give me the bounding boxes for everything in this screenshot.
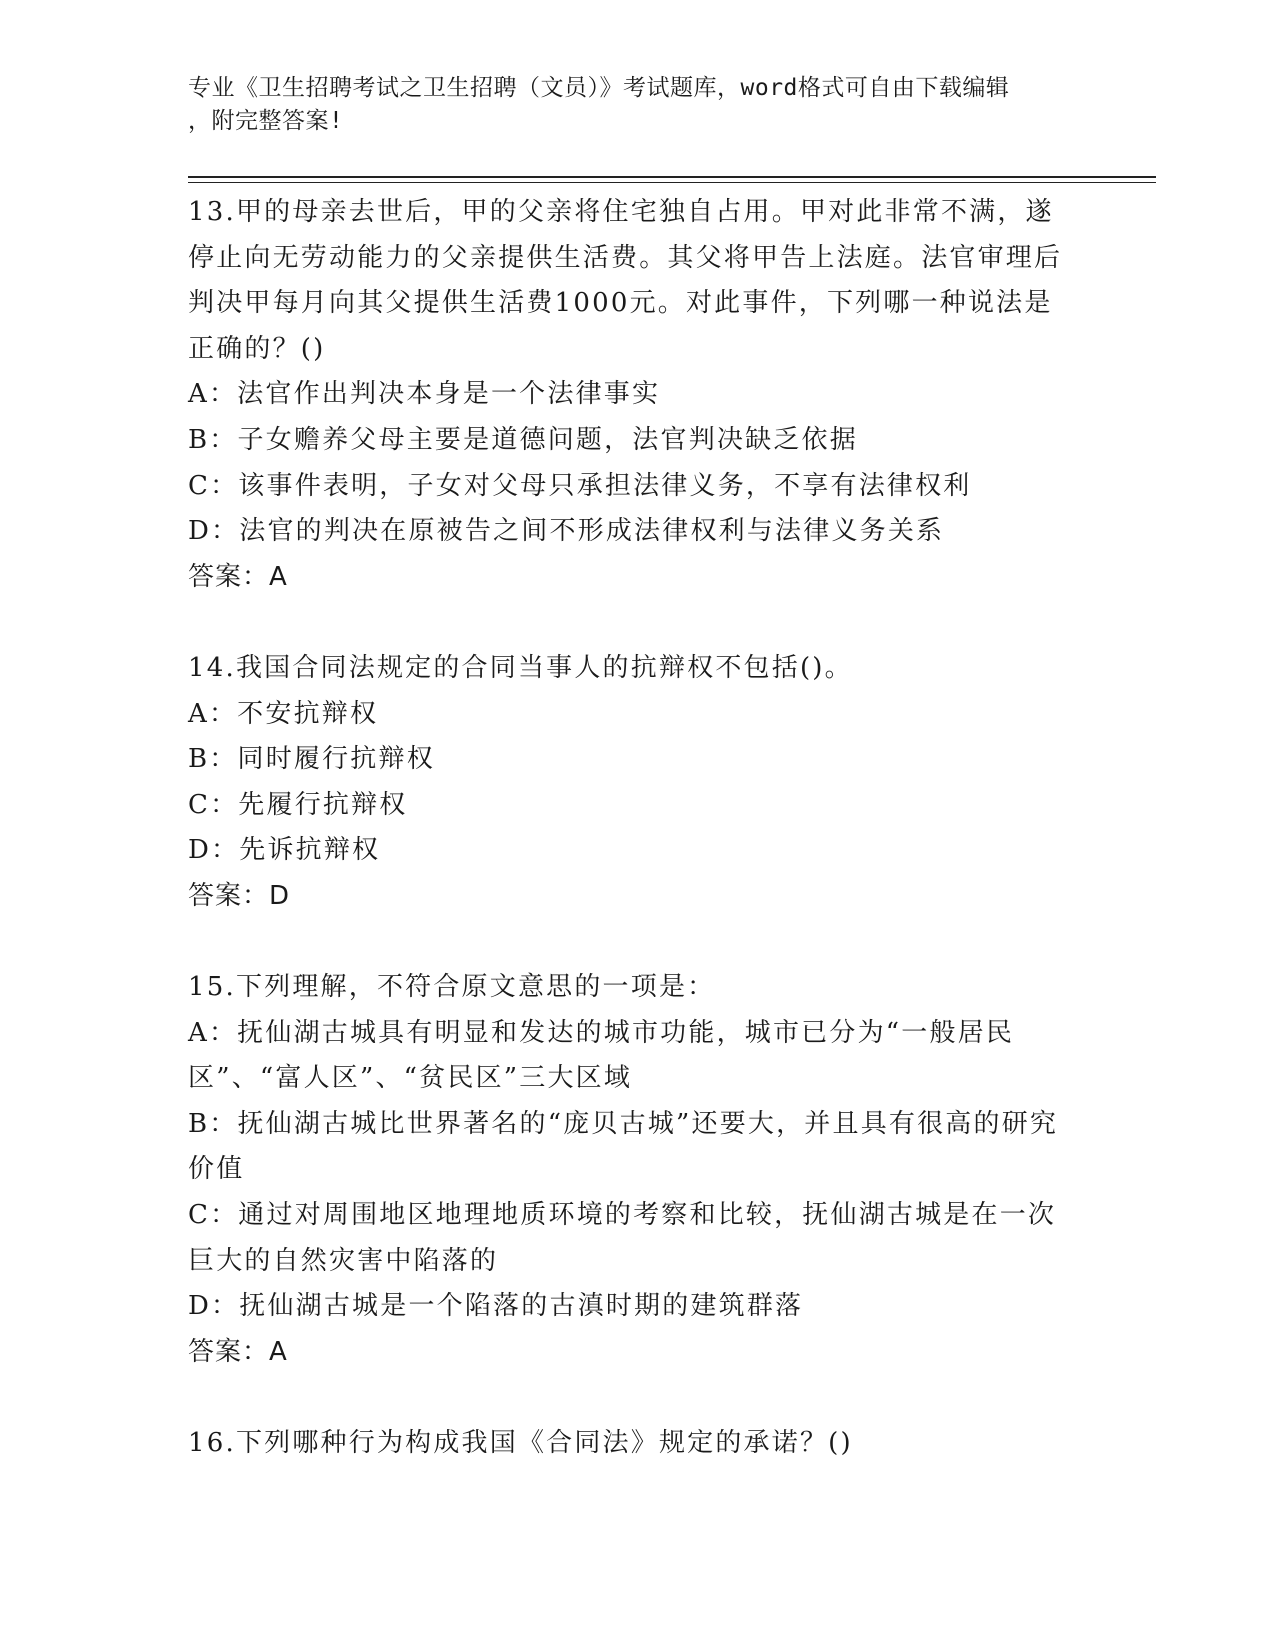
option-b: B：同时履行抗辩权 [188, 744, 435, 775]
header-divider-thick [188, 176, 1156, 178]
option-c: C：该事件表明，子女对父母只承担法律义务，不享有法律权利 [188, 470, 972, 501]
document-header [188, 72, 1088, 138]
question-text: 13.甲的母亲去世后，甲的父亲将住宅独自占用。甲对此非常不满，遂停止向无劳动能力的父亲提供生活费。其父将甲告上法庭。法官审理后判决甲每月向其父提供生活费1000元。对此事件，下列哪一种说法是正确的？() [188, 197, 1063, 364]
question-14 [188, 646, 1068, 920]
question-text: 16.下列哪种行为构成我国《合同法》规定的承诺？() [188, 1428, 853, 1459]
header-line-1: 专业《卫生招聘考试之卫生招聘（文员）》考试题库，word格式可自由下载编辑 [188, 75, 1010, 101]
option-d: D：先诉抗辩权 [188, 835, 381, 866]
question-spacer [188, 1375, 1068, 1421]
question-spacer [188, 600, 1068, 646]
option-c: C：先履行抗辩权 [188, 789, 408, 820]
option-c: C：通过对周围地区地理地质环境的考察和比较，抚仙湖古城是在一次巨大的自然灾害中陷落的 [188, 1200, 1057, 1276]
question-text: 14.我国合同法规定的合同当事人的抗辩权不包括()。 [188, 652, 853, 683]
question-15 [188, 965, 1068, 1375]
option-a: A：不安抗辩权 [188, 698, 379, 729]
answer-label: 答案：D [188, 880, 291, 911]
question-spacer [188, 920, 1068, 966]
option-b: B：抚仙湖古城比世界著名的“庞贝古城”还要大，并且具有很高的研究价值 [188, 1108, 1059, 1185]
question-16 [188, 1421, 1068, 1467]
question-list [188, 190, 1068, 1467]
option-d: D：法官的判决在原被告之间不形成法律权利与法律义务关系 [188, 516, 945, 547]
option-a: A：抚仙湖古城具有明显和发达的城市功能，城市已分为“一般居民区”、“富人区”、“贫民区”三大区域 [188, 1017, 1015, 1094]
header-line-2: ，附完整答案! [188, 108, 344, 134]
option-b: B：子女赡养父母主要是道德问题，法官判决缺乏依据 [188, 424, 858, 455]
answer-label: 答案：A [188, 561, 288, 592]
option-a: A：法官作出判决本身是一个法律事实 [188, 379, 661, 410]
question-text: 15.下列理解，不符合原文意思的一项是： [188, 972, 716, 1003]
answer-label: 答案：A [188, 1336, 288, 1367]
question-13 [188, 190, 1068, 600]
header-divider-thin [188, 182, 1156, 183]
option-d: D：抚仙湖古城是一个陷落的古滇时期的建筑群落 [188, 1291, 804, 1322]
